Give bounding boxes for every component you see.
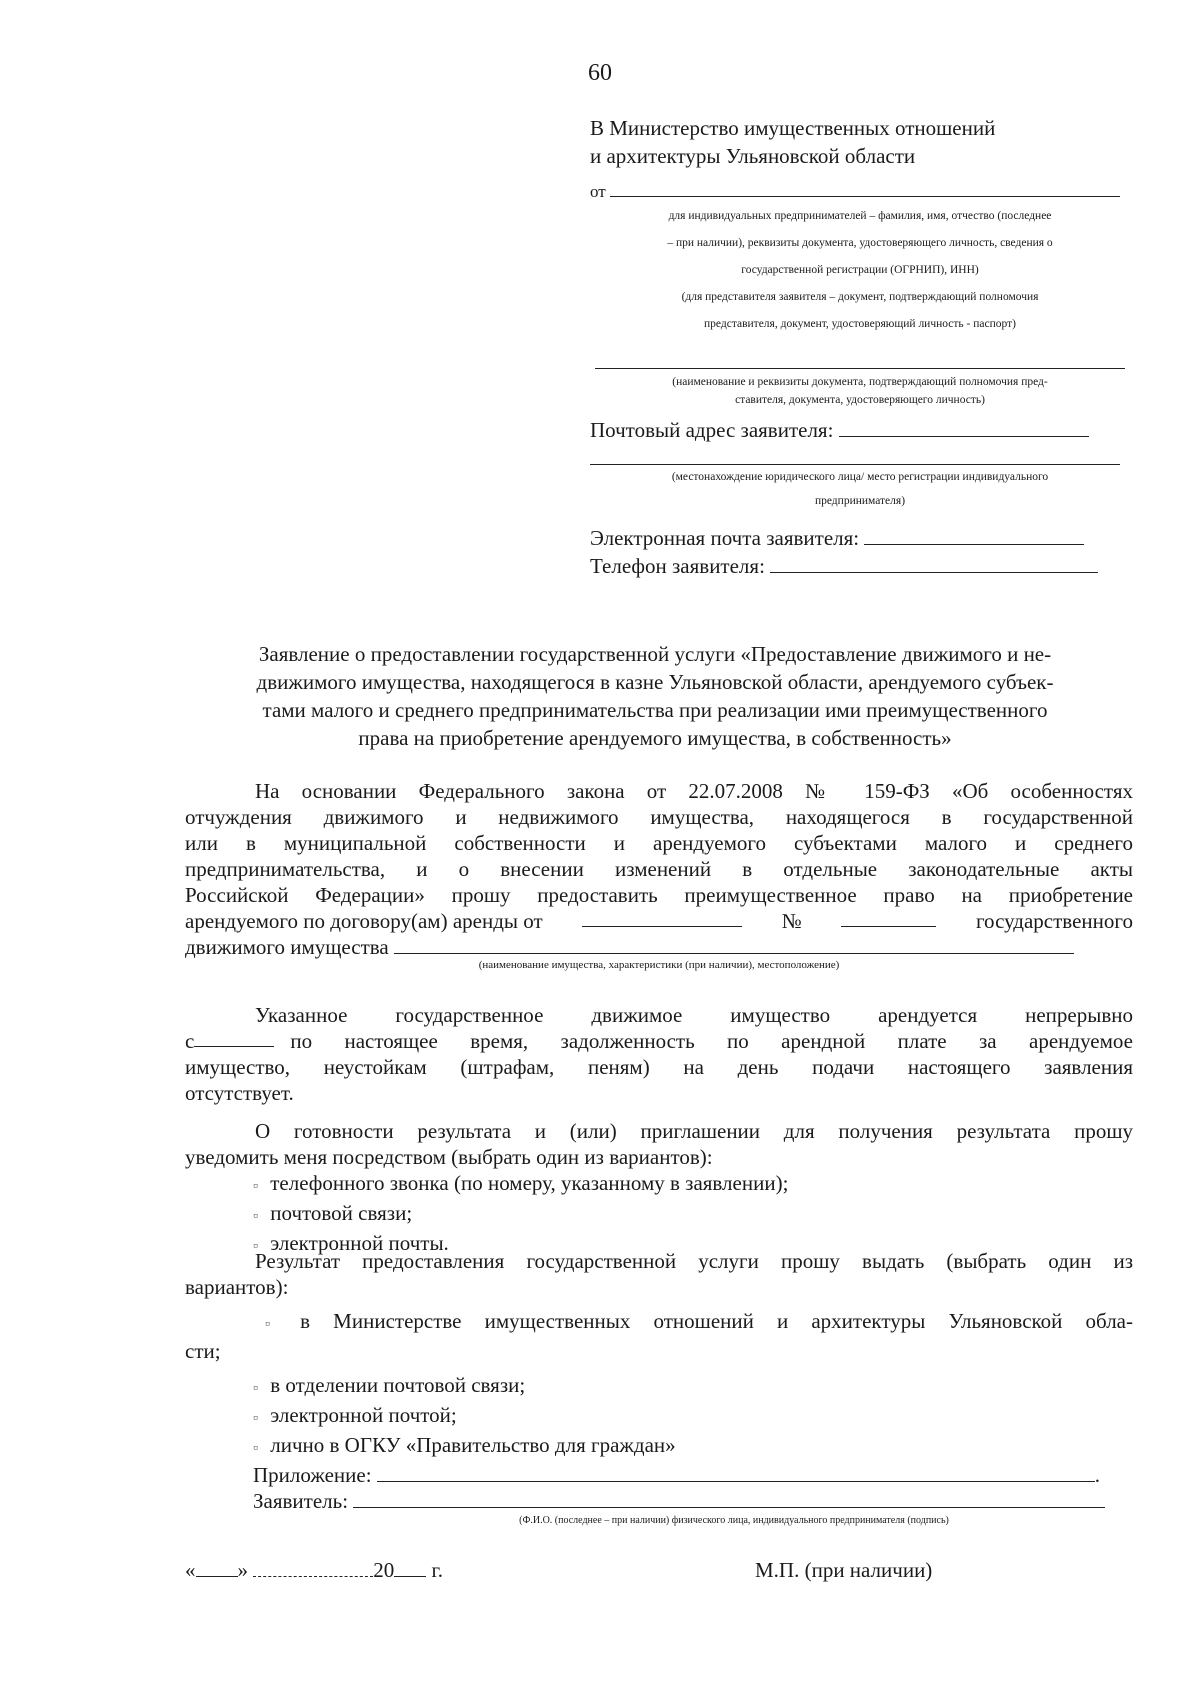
- body-line: Результат предоставления государственной услуги прошу выдать (выбрать один из: [255, 1249, 1133, 1273]
- attachment-label: Приложение:: [253, 1463, 372, 1487]
- since-label: с: [185, 1029, 195, 1053]
- paragraph-lease-status: [185, 1002, 1133, 1106]
- result-option-in-person[interactable]: ▫ лично в ОГКУ «Правительство для граждан»: [185, 1432, 1133, 1462]
- contacts-block: [590, 524, 1130, 580]
- checkbox-icon[interactable]: ▫: [265, 1317, 270, 1332]
- body-line: Указанное государственное движимое имущество арендуется непрерывно: [255, 1003, 1133, 1027]
- body-line: предпринимательства, и о внесении изменений в отдельные законодательные акты: [185, 857, 1133, 881]
- date-open-quote: «: [185, 1558, 196, 1582]
- representative-doc-field: [590, 350, 1130, 409]
- addressee-block: [590, 114, 1130, 170]
- note-line: (для представителя заявителя – документ, подтверждающий полномочия: [681, 291, 1039, 303]
- checkbox-icon[interactable]: ▫: [253, 1411, 258, 1426]
- application-title: [185, 640, 1125, 752]
- property-note: (наименование имущества, характеристики (при наличии), местоположение): [478, 959, 840, 971]
- paragraph-notification: [185, 1118, 1133, 1260]
- doc-note-line: ставителя, документа, удостоверяющего личность): [735, 394, 985, 406]
- phone-blank[interactable]: [770, 554, 1098, 573]
- body-line: сти;: [185, 1339, 221, 1363]
- body-line: или в муниципальной собственности и арендуемого субъектами малого и среднего: [185, 831, 1133, 855]
- date-line: [185, 1558, 443, 1583]
- applicant-signature-blank[interactable]: [353, 1489, 1105, 1508]
- body-line: по настоящее время, задолженность по арендной плате за арендуемое: [290, 1029, 1133, 1053]
- checkbox-icon[interactable]: ▫: [253, 1239, 258, 1254]
- lease-since-line: [185, 1028, 1133, 1054]
- addressee-line-2: и архитектуры Ульяновской области: [590, 144, 916, 168]
- date-year-blank[interactable]: [394, 1558, 426, 1577]
- note-line: представителя, документ, удостоверяющий личность - паспорт): [704, 318, 1016, 330]
- signature-note: (Ф.И.О. (последнее – при наличии) физического лица, индивидуального предпринимателя (подпись): [519, 1515, 949, 1526]
- title-line: движимого имущества, находящегося в казне Ульяновской области, арендуемого субъек-: [256, 670, 1054, 694]
- title-line: Заявление о предоставлении государственной услуги «Предоставление движимого и не-: [258, 642, 1052, 666]
- date-month-blank[interactable]: [253, 1558, 373, 1577]
- body-line: имущество, неустойкам (штрафам, пеням) на день подачи настоящего заявления: [185, 1055, 1133, 1079]
- property-blank[interactable]: [394, 935, 1074, 954]
- result-option-email[interactable]: ▫ электронной почтой;: [185, 1402, 1133, 1432]
- date-close-quote: »: [237, 1558, 248, 1582]
- notify-option-post[interactable]: ▫ почтовой связи;: [185, 1200, 1133, 1230]
- body-line: Российской Федерации» прошу предоставить преимущественное право на приобретение: [185, 883, 1133, 907]
- notify-option-phone[interactable]: ▫ телефонного звонка (по номеру, указанному в заявлении);: [185, 1170, 1133, 1200]
- addressee-line-1: В Министерство имущественных отношений: [590, 116, 996, 140]
- number-sign: №: [781, 909, 802, 933]
- phone-label: Телефон заявителя:: [590, 554, 765, 578]
- contract-label: арендуемого по договору(ам) аренды от: [185, 909, 543, 933]
- body-line: вариантов):: [185, 1275, 289, 1299]
- lease-since-blank[interactable]: [194, 1028, 274, 1047]
- from-field: [590, 178, 1130, 203]
- checkbox-icon[interactable]: ▫: [253, 1209, 258, 1224]
- body-line: На основании Федерального закона от 22.07.2008 № 159-ФЗ «Об особенностях: [255, 779, 1133, 803]
- date-day-blank[interactable]: [196, 1558, 238, 1577]
- contract-date-blank[interactable]: [582, 908, 742, 927]
- stamp-note: М.П. (при наличии): [755, 1558, 933, 1582]
- paragraph-legal-basis: [185, 778, 1133, 972]
- from-label: от: [590, 182, 606, 201]
- result-option-ministry[interactable]: ▫ в Министерстве имущественных отношений и архитектуры Ульяновской обла-: [185, 1308, 1133, 1338]
- postal-address-field: [590, 416, 1130, 513]
- contract-number-blank[interactable]: [841, 908, 936, 927]
- representative-doc-blank[interactable]: [595, 350, 1125, 369]
- note-line: государственной регистрации (ОГРНИП), ИНН): [741, 264, 979, 276]
- result-option-post-office[interactable]: ▫ в отделении почтовой связи;: [185, 1372, 1133, 1402]
- note-line: – при наличии), реквизиты документа, удостоверяющего личность, сведения о: [667, 237, 1053, 249]
- email-label: Электронная почта заявителя:: [590, 526, 860, 550]
- paragraph-result-delivery: [185, 1248, 1133, 1528]
- applicant-line: [185, 1488, 1133, 1514]
- postal-address-blank[interactable]: [839, 418, 1089, 437]
- attachment-blank[interactable]: [377, 1463, 1095, 1482]
- body-line: О готовности результата и (или) приглашении для получения результата прошу: [255, 1119, 1133, 1143]
- property-label: движимого имущества: [185, 935, 389, 959]
- date-year-prefix: 20: [373, 1558, 395, 1582]
- contract-line: [185, 908, 1133, 934]
- checkbox-icon[interactable]: ▫: [253, 1381, 258, 1396]
- contract-label-end: государственного: [975, 909, 1133, 933]
- checkbox-icon[interactable]: ▫: [253, 1179, 258, 1194]
- page-number: 60: [588, 60, 612, 86]
- applicant-label: Заявитель:: [253, 1489, 349, 1513]
- email-blank[interactable]: [864, 526, 1084, 545]
- checkbox-icon[interactable]: ▫: [253, 1441, 258, 1456]
- date-year-suffix: г.: [431, 1558, 443, 1582]
- postal-address-blank-2[interactable]: [590, 444, 1120, 465]
- postal-address-label: Почтовый адрес заявителя:: [590, 418, 834, 442]
- note-line: для индивидуальных предпринимателей – фамилия, имя, отчество (последнее: [668, 210, 1052, 222]
- notify-option-email[interactable]: ▫ электронной почты.: [185, 1230, 1133, 1260]
- property-line: [185, 934, 1133, 960]
- body-line: отчуждения движимого и недвижимого имущества, находящегося в государственной: [185, 805, 1133, 829]
- body-line: отсутствует.: [185, 1081, 294, 1105]
- title-line: права на приобретение арендуемого имущества, в собственность»: [358, 726, 952, 750]
- title-line: тами малого и среднего предпринимательства при реализации ими преимущественного: [262, 698, 1048, 722]
- location-note-line: (местонахождение юридического лица/ место регистрации индивидуального: [671, 471, 1049, 483]
- location-note-line: предпринимателя): [814, 495, 906, 507]
- from-blank[interactable]: [610, 178, 1120, 197]
- applicant-notes: [590, 203, 1130, 338]
- attachment-line: Приложение: .: [253, 1463, 1101, 1487]
- body-line: уведомить меня посредством (выбрать один из вариантов):: [185, 1145, 713, 1169]
- doc-note-line: (наименование и реквизиты документа, подтверждающий полномочия пред-: [672, 376, 1048, 388]
